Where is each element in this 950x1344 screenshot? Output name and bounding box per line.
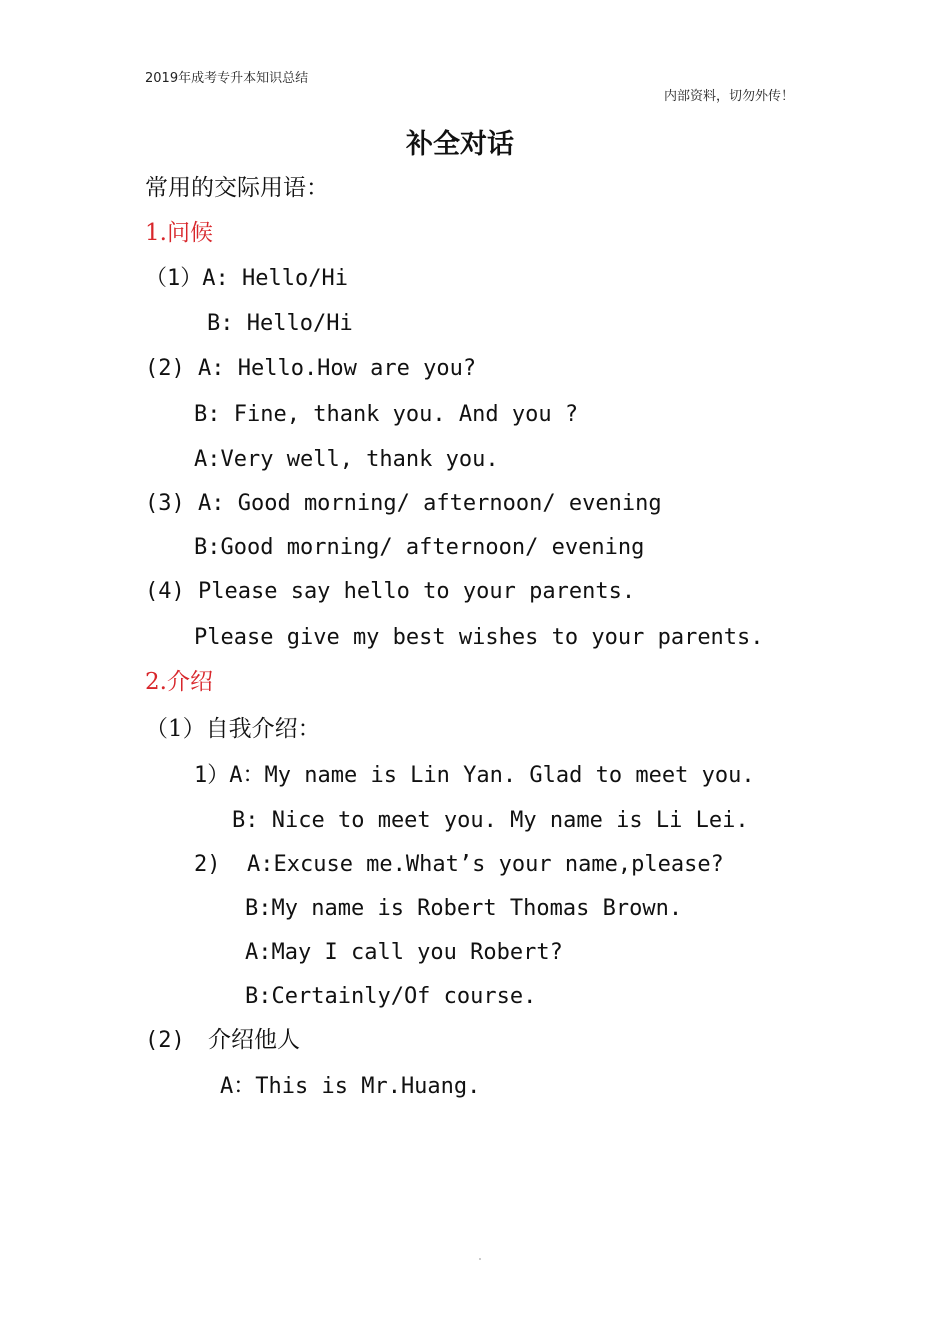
dialogue-line: B: Nice to meet you. My name is Li Lei. (232, 808, 749, 833)
section-heading-introduction: 2.介绍 (145, 669, 213, 695)
page-title: 补全对话 (406, 129, 514, 160)
subsection-introduce-others: 介绍他人 (208, 1027, 300, 1053)
dialogue-line: B:My name is Robert Thomas Brown. (245, 896, 683, 921)
dialogue-line: A：This is Mr.Huang. (220, 1074, 481, 1099)
dialogue-line: B:Certainly/Of course. (245, 984, 537, 1009)
dialogue-line: (2) A: Hello.How are you? (145, 356, 477, 381)
subsection-number: (2) (145, 1028, 185, 1053)
dialogue-line: B: Hello/Hi (207, 311, 353, 336)
dialogue-line: 2) A:Excuse me.What’s your name,please? (194, 852, 724, 877)
dialogue-line: B:Good morning/ afternoon/ evening (194, 535, 645, 560)
header-right-text: 内部资料，切勿外传！ (664, 89, 795, 104)
dialogue-line: Please give my best wishes to your parents. (194, 625, 764, 650)
dialogue-line: A:Very well, thank you. (194, 447, 499, 472)
dialogue-line: 1）A：My name is Lin Yan. Glad to meet you. (194, 763, 755, 788)
dialogue-line: (3) A: Good morning/ afternoon/ evening (145, 491, 662, 516)
section-heading-greeting: 1.问候 (145, 220, 213, 246)
intro-text: 常用的交际用语： (145, 175, 329, 201)
dialogue-line: A:May I call you Robert? (245, 940, 563, 965)
subsection-self-intro: （1）自我介绍： (145, 716, 321, 742)
page-mark (479, 1258, 481, 1260)
header-left-text: 2019年成考专升本知识总结 (145, 71, 309, 86)
dialogue-line: (4) Please say hello to your parents. (145, 579, 636, 604)
dialogue-line: B: Fine, thank you. And you ? (194, 402, 579, 427)
dialogue-line: （1）A: Hello/Hi (145, 266, 348, 291)
